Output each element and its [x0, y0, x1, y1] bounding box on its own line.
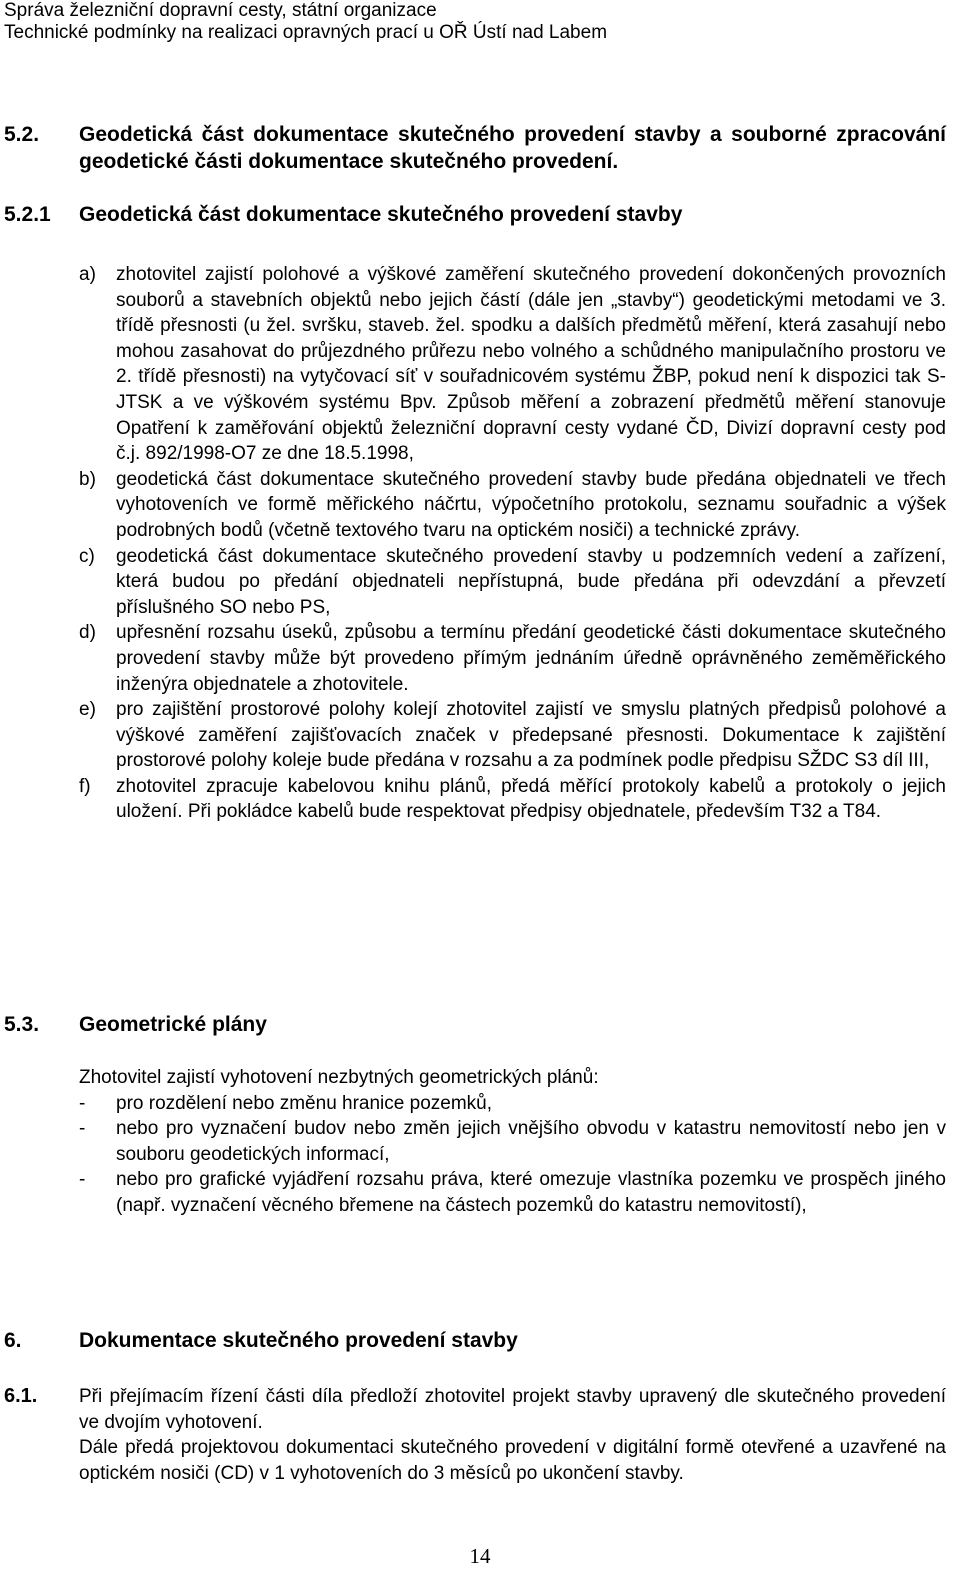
- item-label: d): [79, 622, 96, 644]
- section-number: 5.3.: [4, 1013, 40, 1036]
- list-item: [79, 1167, 946, 1218]
- list-item: [79, 467, 946, 544]
- section-number: 6.1.: [4, 1385, 38, 1407]
- header-organization: Správa železniční dopravní cesty, státní organizace: [4, 0, 437, 21]
- section-5-2: [4, 121, 946, 175]
- item-label: f): [79, 775, 91, 797]
- item-text: zhotovitel zpracuje kabelovou knihu plánů, předá měřící protokoly kabelů a protokoly o jejich uložení. Při pokládce kabelů bude respektovat předpisy objednatele, především T32 a T84.: [116, 775, 946, 823]
- page-number: 14: [469, 1544, 491, 1568]
- item-label: e): [79, 699, 96, 721]
- item-dash: -: [79, 1118, 86, 1140]
- item-text: geodetická část dokumentace skutečného provedení stavby u podzemních vedení a zařízení, která budou po předání objednateli nepřístupná, bude předána při odevzdání a převzetí příslušného SO nebo PS,: [116, 545, 946, 618]
- section-6: [4, 1327, 946, 1354]
- list-item: [79, 544, 946, 621]
- section-number: 5.2.1: [4, 203, 51, 226]
- header-document-title: Technické podmínky na realizaci opravných prací u OŘ Ústí nad Labem: [4, 22, 608, 43]
- list-item: [79, 620, 946, 697]
- item-text: zhotovitel zajistí polohové a výškové zaměření skutečného provedení dokončených provozních souborů a stavebních objektů nebo jejich částí (dále jen „stavby“) geodetickými metodami ve 3. třídě přesnosti (u žel. svršku, staveb. žel. spodku a dalších předmětů měření, která zasahují nebo mohou zasahovat do průjezdného průřezu nebo volného a schůdného manipulačního prostoru ve 2. třídě přesnosti) na vytyčovací síť v souřadnicovém systému ŽBP, pokud není k dispozici tak S-JTSK a ve výškovém systému Bpv. Způsob měření a zobrazení předmětů měření stanovuje Opatření k zaměřování objektů železniční dopravní cesty vydané ČD, Divizí dopravní cesty pod č.j. 892/1998-O7 ze dne 18.5.1998,: [116, 264, 946, 465]
- paragraph: Dále předá projektovou dokumentaci skutečného provedení v digitální formě otevřené a uzavřené na optickém nosiči (CD) v 1 vyhotoveních do 3 měsíců po ukončení stavby.: [79, 1437, 946, 1484]
- geometric-plans-block: [79, 1065, 946, 1219]
- list-item: [79, 1091, 946, 1117]
- item-label: b): [79, 468, 96, 490]
- section-number: 6.: [4, 1329, 22, 1352]
- item-label: a): [79, 264, 96, 285]
- item-label: c): [79, 545, 95, 567]
- item-text: nebo pro vyznačení budov nebo změn jejich vnějšího obvodu v katastru nemovitostí nebo jen v souboru geodetických informací,: [116, 1118, 946, 1165]
- list-item: [79, 774, 946, 825]
- section-number: 5.2.: [4, 123, 40, 146]
- item-text: pro zajištění prostorové polohy kolejí zhotovitel zajistí ve smyslu platných předpisů polohové a výškové zaměření zajišťovacích značek v předepsané přesnosti. Dokumentace k zajištění prostorové polohy koleje bude předána v rozsahu a za podmínek podle předpisu SŽDC S3 díl III,: [116, 699, 946, 772]
- item-text: upřesnění rozsahu úseků, způsobu a termínu předání geodetické části dokumentace skutečného provedení stavby může být provedeno přímým jednáním úředně oprávněného zeměměřického inženýra objednatele a zhotovitele.: [116, 622, 946, 695]
- paragraph: Při přejímacím řízení části díla předloží zhotovitel projekt stavby upravený dle skutečného provedení ve dvojím vyhotovení.: [79, 1386, 946, 1433]
- section-title: Geodetická část dokumentace skutečného provedení stavby a souborné zpracování geodetické části dokumentace skutečného provedení.: [79, 123, 946, 173]
- item-dash: -: [79, 1092, 86, 1114]
- item-text: pro rozdělení nebo změnu hranice pozemků,: [116, 1092, 493, 1114]
- list-item: [79, 697, 946, 774]
- section-5-2-1: [4, 201, 946, 228]
- section-title: Geodetická část dokumentace skutečného provedení stavby: [79, 203, 683, 226]
- intro-text: Zhotovitel zajistí vyhotovení nezbytných geometrických plánů:: [79, 1067, 599, 1088]
- item-text: nebo pro grafické vyjádření rozsahu práva, které omezuje vlastníka pozemku ve prospěch jiného (např. vyznačení věcného břemene na částech pozemků do katastru nemovitostí),: [116, 1169, 946, 1216]
- list-item: [79, 1116, 946, 1167]
- item-dash: -: [79, 1169, 86, 1191]
- section-title: Geometrické plány: [79, 1013, 267, 1036]
- item-text: geodetická část dokumentace skutečného provedení stavby bude předána objednateli ve třech vyhotoveních ve formě měřického náčrtu, výpočetního protokolu, seznamu souřadnic a výšek podrobných bodů (včetně textového tvaru na optickém nosiči) a technické zprávy.: [116, 468, 946, 541]
- section-6-1-text: [79, 1384, 946, 1486]
- section-title: Dokumentace skutečného provedení stavby: [79, 1329, 518, 1352]
- geodetic-requirements-list: [79, 262, 946, 825]
- list-item: [79, 262, 946, 467]
- section-5-3: [4, 1011, 946, 1038]
